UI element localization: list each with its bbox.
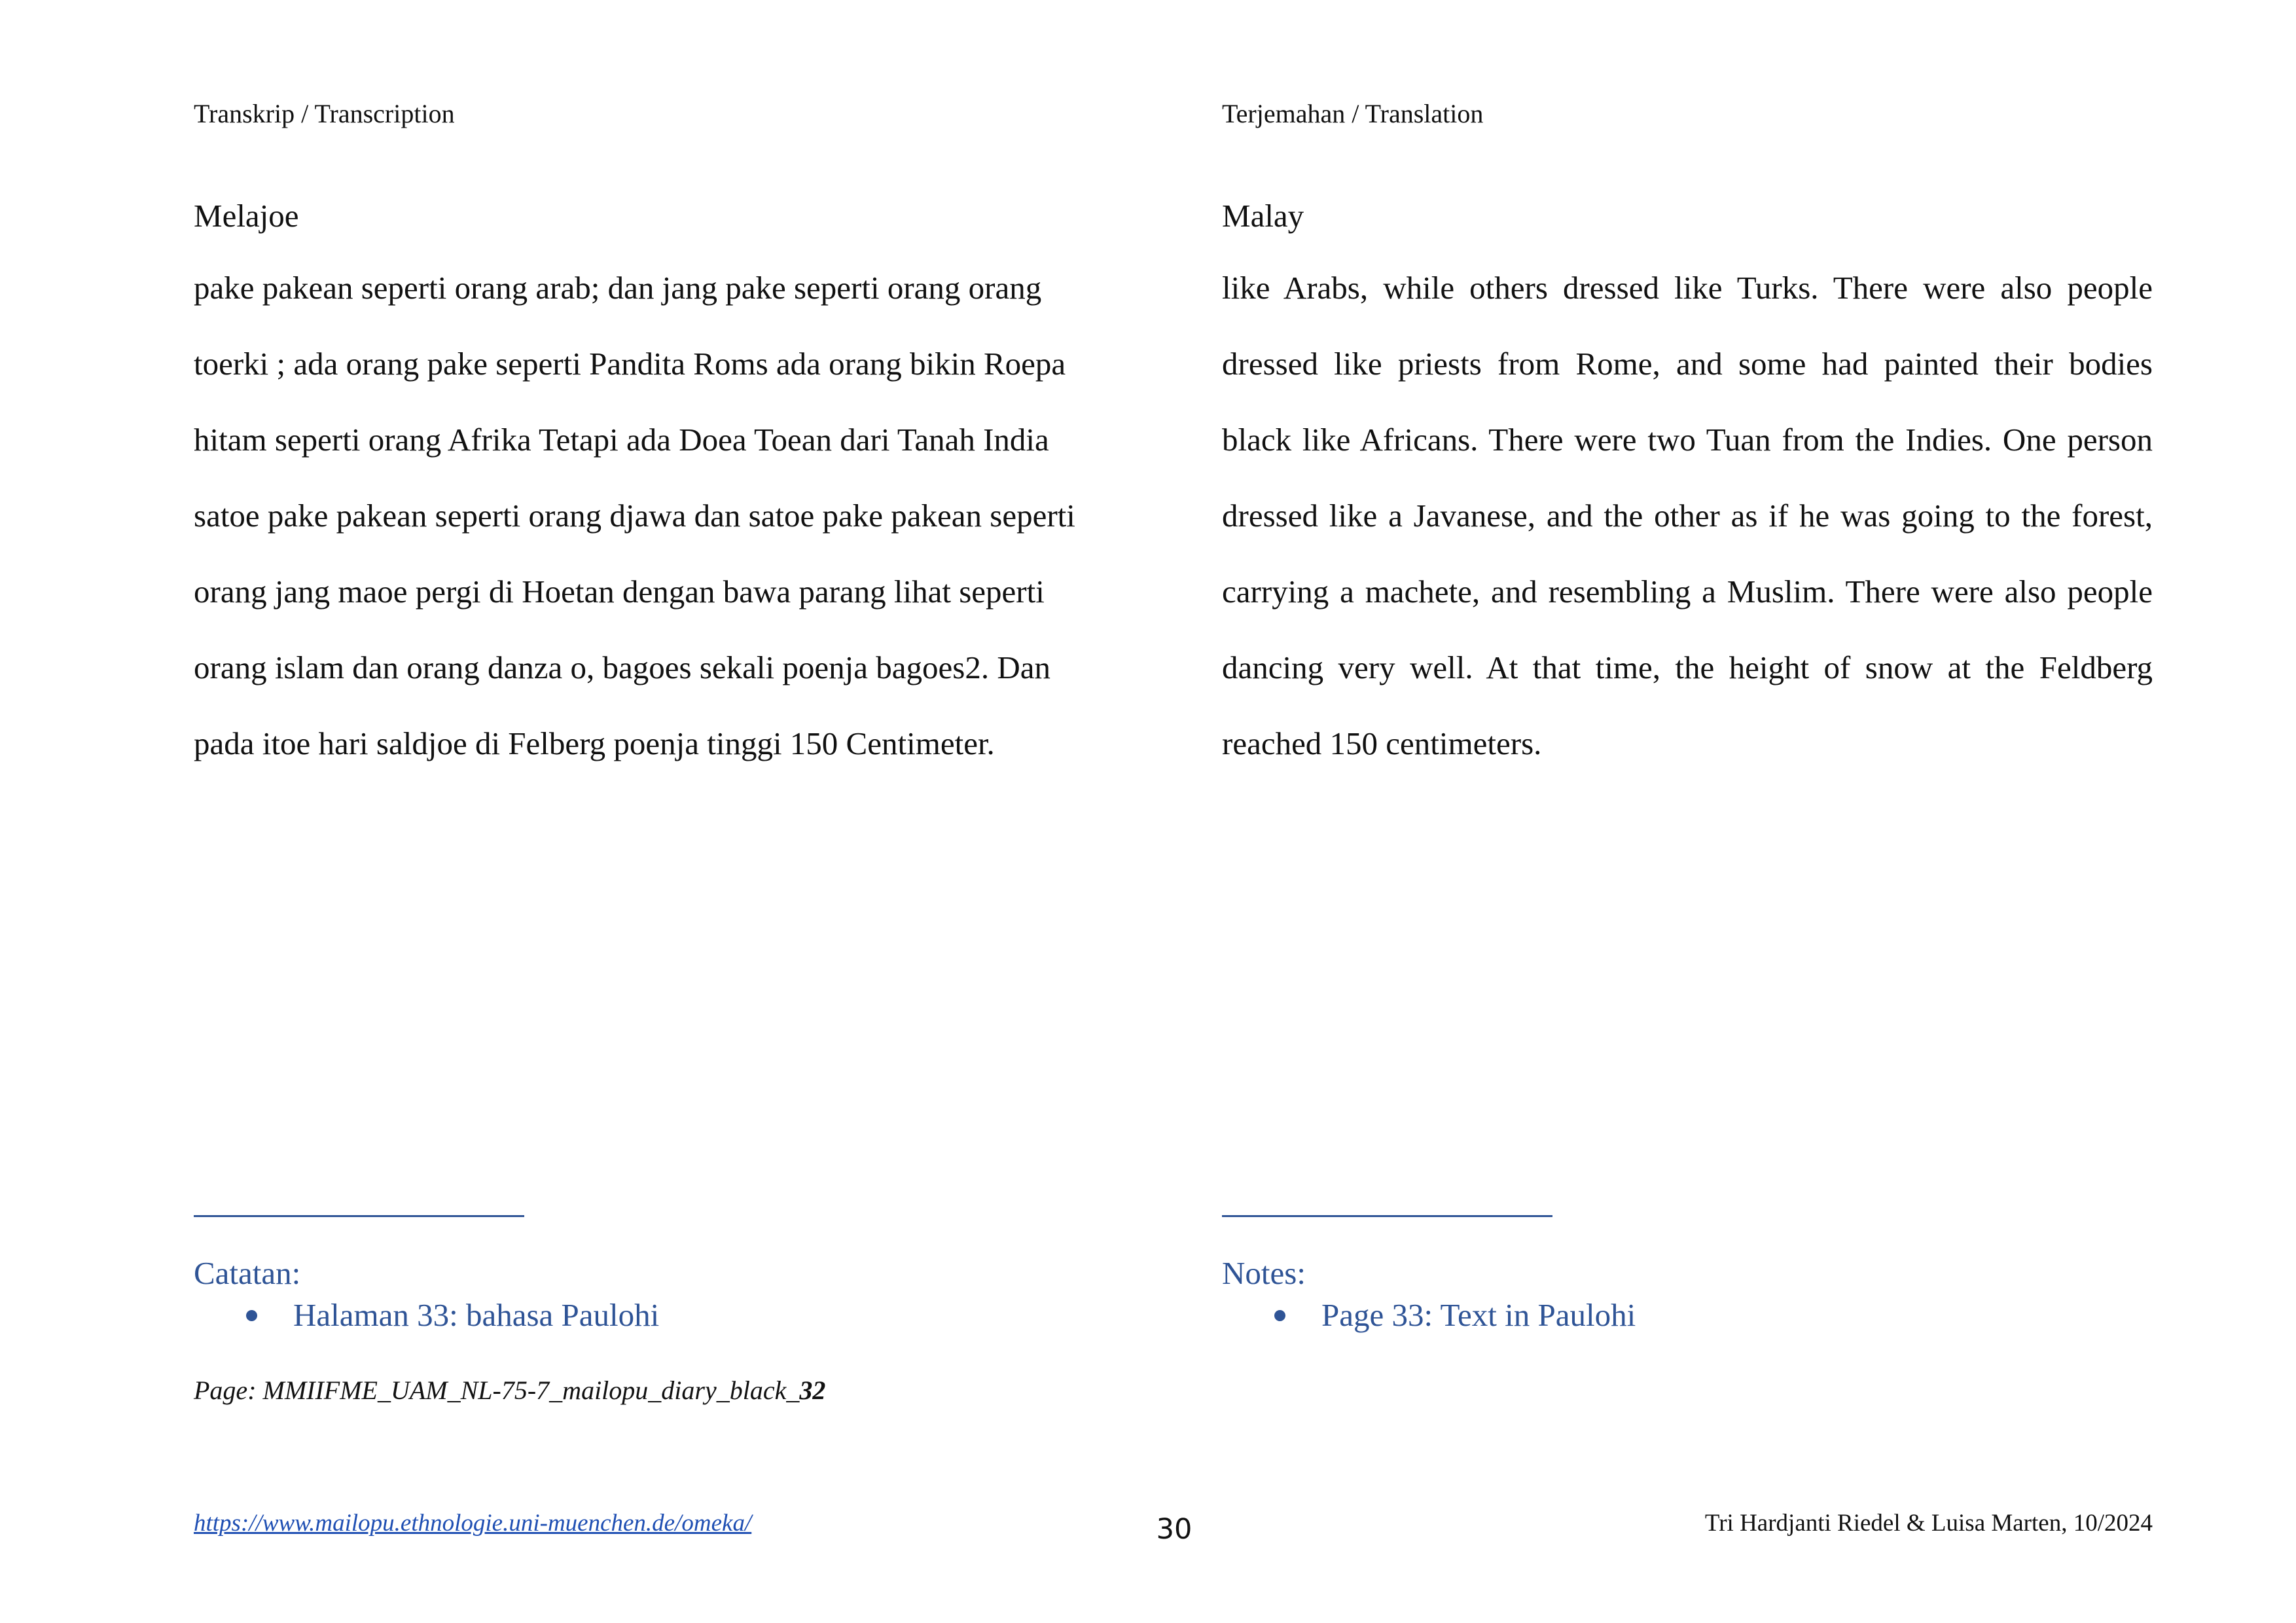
translation-line: dressed like a Javanese, and the other as if he was going to the forest,: [1222, 498, 2153, 534]
transcription-line: orang islam dan orang danza o, bagoes sekali poenja bagoes2. Dan: [194, 649, 1050, 685]
notes-list: [1222, 1296, 1636, 1335]
transcription-line: pada itoe hari saldjoe di Felberg poenja tinggi 150 Centimeter.: [194, 725, 995, 761]
notes-heading: Notes:: [1222, 1255, 1306, 1291]
translation-line: black like Africans. There were two Tuan from the Indies. One person: [1222, 422, 2153, 458]
translation-line: dancing very well. At that time, the height of snow at the Feldberg: [1222, 649, 2153, 685]
transcription-line: orang jang maoe pergi di Hoetan dengan bawa parang lihat seperti: [194, 574, 1045, 610]
bullet-icon: [246, 1310, 257, 1321]
translation-line: like Arabs, while others dressed like Turks. There were also people: [1222, 270, 2153, 306]
transcription-heading: Transkrip / Transcription: [194, 99, 455, 128]
translation-line: carrying a machete, and resembling a Muslim. There were also people: [1222, 574, 2153, 610]
footer-link[interactable]: https://www.mailopu.ethnologie.uni-muenchen.de/omeka/: [194, 1510, 752, 1537]
page-number: 30: [1156, 1513, 1193, 1546]
transcription-line: satoe pake pakean seperti orang djawa dan satoe pake pakean seperti: [194, 498, 1075, 534]
transcription-body: [194, 268, 1113, 800]
notes-divider: [194, 1215, 524, 1217]
transcription-column: [194, 0, 1113, 1623]
notes-heading: Catatan:: [194, 1255, 301, 1291]
translation-line: reached 150 centimeters.: [1222, 725, 1542, 761]
notes-divider: [1222, 1215, 1552, 1217]
notes-list: [194, 1296, 659, 1335]
transcription-language-title: Melajoe: [194, 198, 299, 234]
translation-column: [1222, 0, 2153, 1623]
transcription-line: hitam seperti orang Afrika Tetapi ada Doea Toean dari Tanah India: [194, 422, 1049, 458]
translation-language-title: Malay: [1222, 198, 1304, 234]
bullet-icon: [1274, 1310, 1285, 1321]
translation-body: [1222, 268, 2153, 800]
translation-line: dressed like priests from Rome, and some had painted their bodies: [1222, 346, 2153, 382]
note-item: [1222, 1296, 1636, 1335]
note-item: [194, 1296, 659, 1335]
transcription-line: toerki ; ada orang pake seperti Pandita Roms ada orang bikin Roepa: [194, 346, 1066, 382]
page-reference: [194, 1375, 825, 1406]
note-text: Page 33: Text in Paulohi: [1321, 1297, 1636, 1333]
footer-credit: Tri Hardjanti Riedel & Luisa Marten, 10/2024: [1704, 1510, 2153, 1537]
translation-heading: Terjemahan / Translation: [1222, 99, 1484, 128]
page-reference-number: 32: [799, 1376, 826, 1405]
note-text: Halaman 33: bahasa Paulohi: [293, 1297, 660, 1333]
transcription-line: pake pakean seperti orang arab; dan jang pake seperti orang orang: [194, 270, 1042, 306]
page-reference-prefix: Page: MMIIFME_UAM_NL-75-7_mailopu_diary_black_: [194, 1376, 800, 1405]
